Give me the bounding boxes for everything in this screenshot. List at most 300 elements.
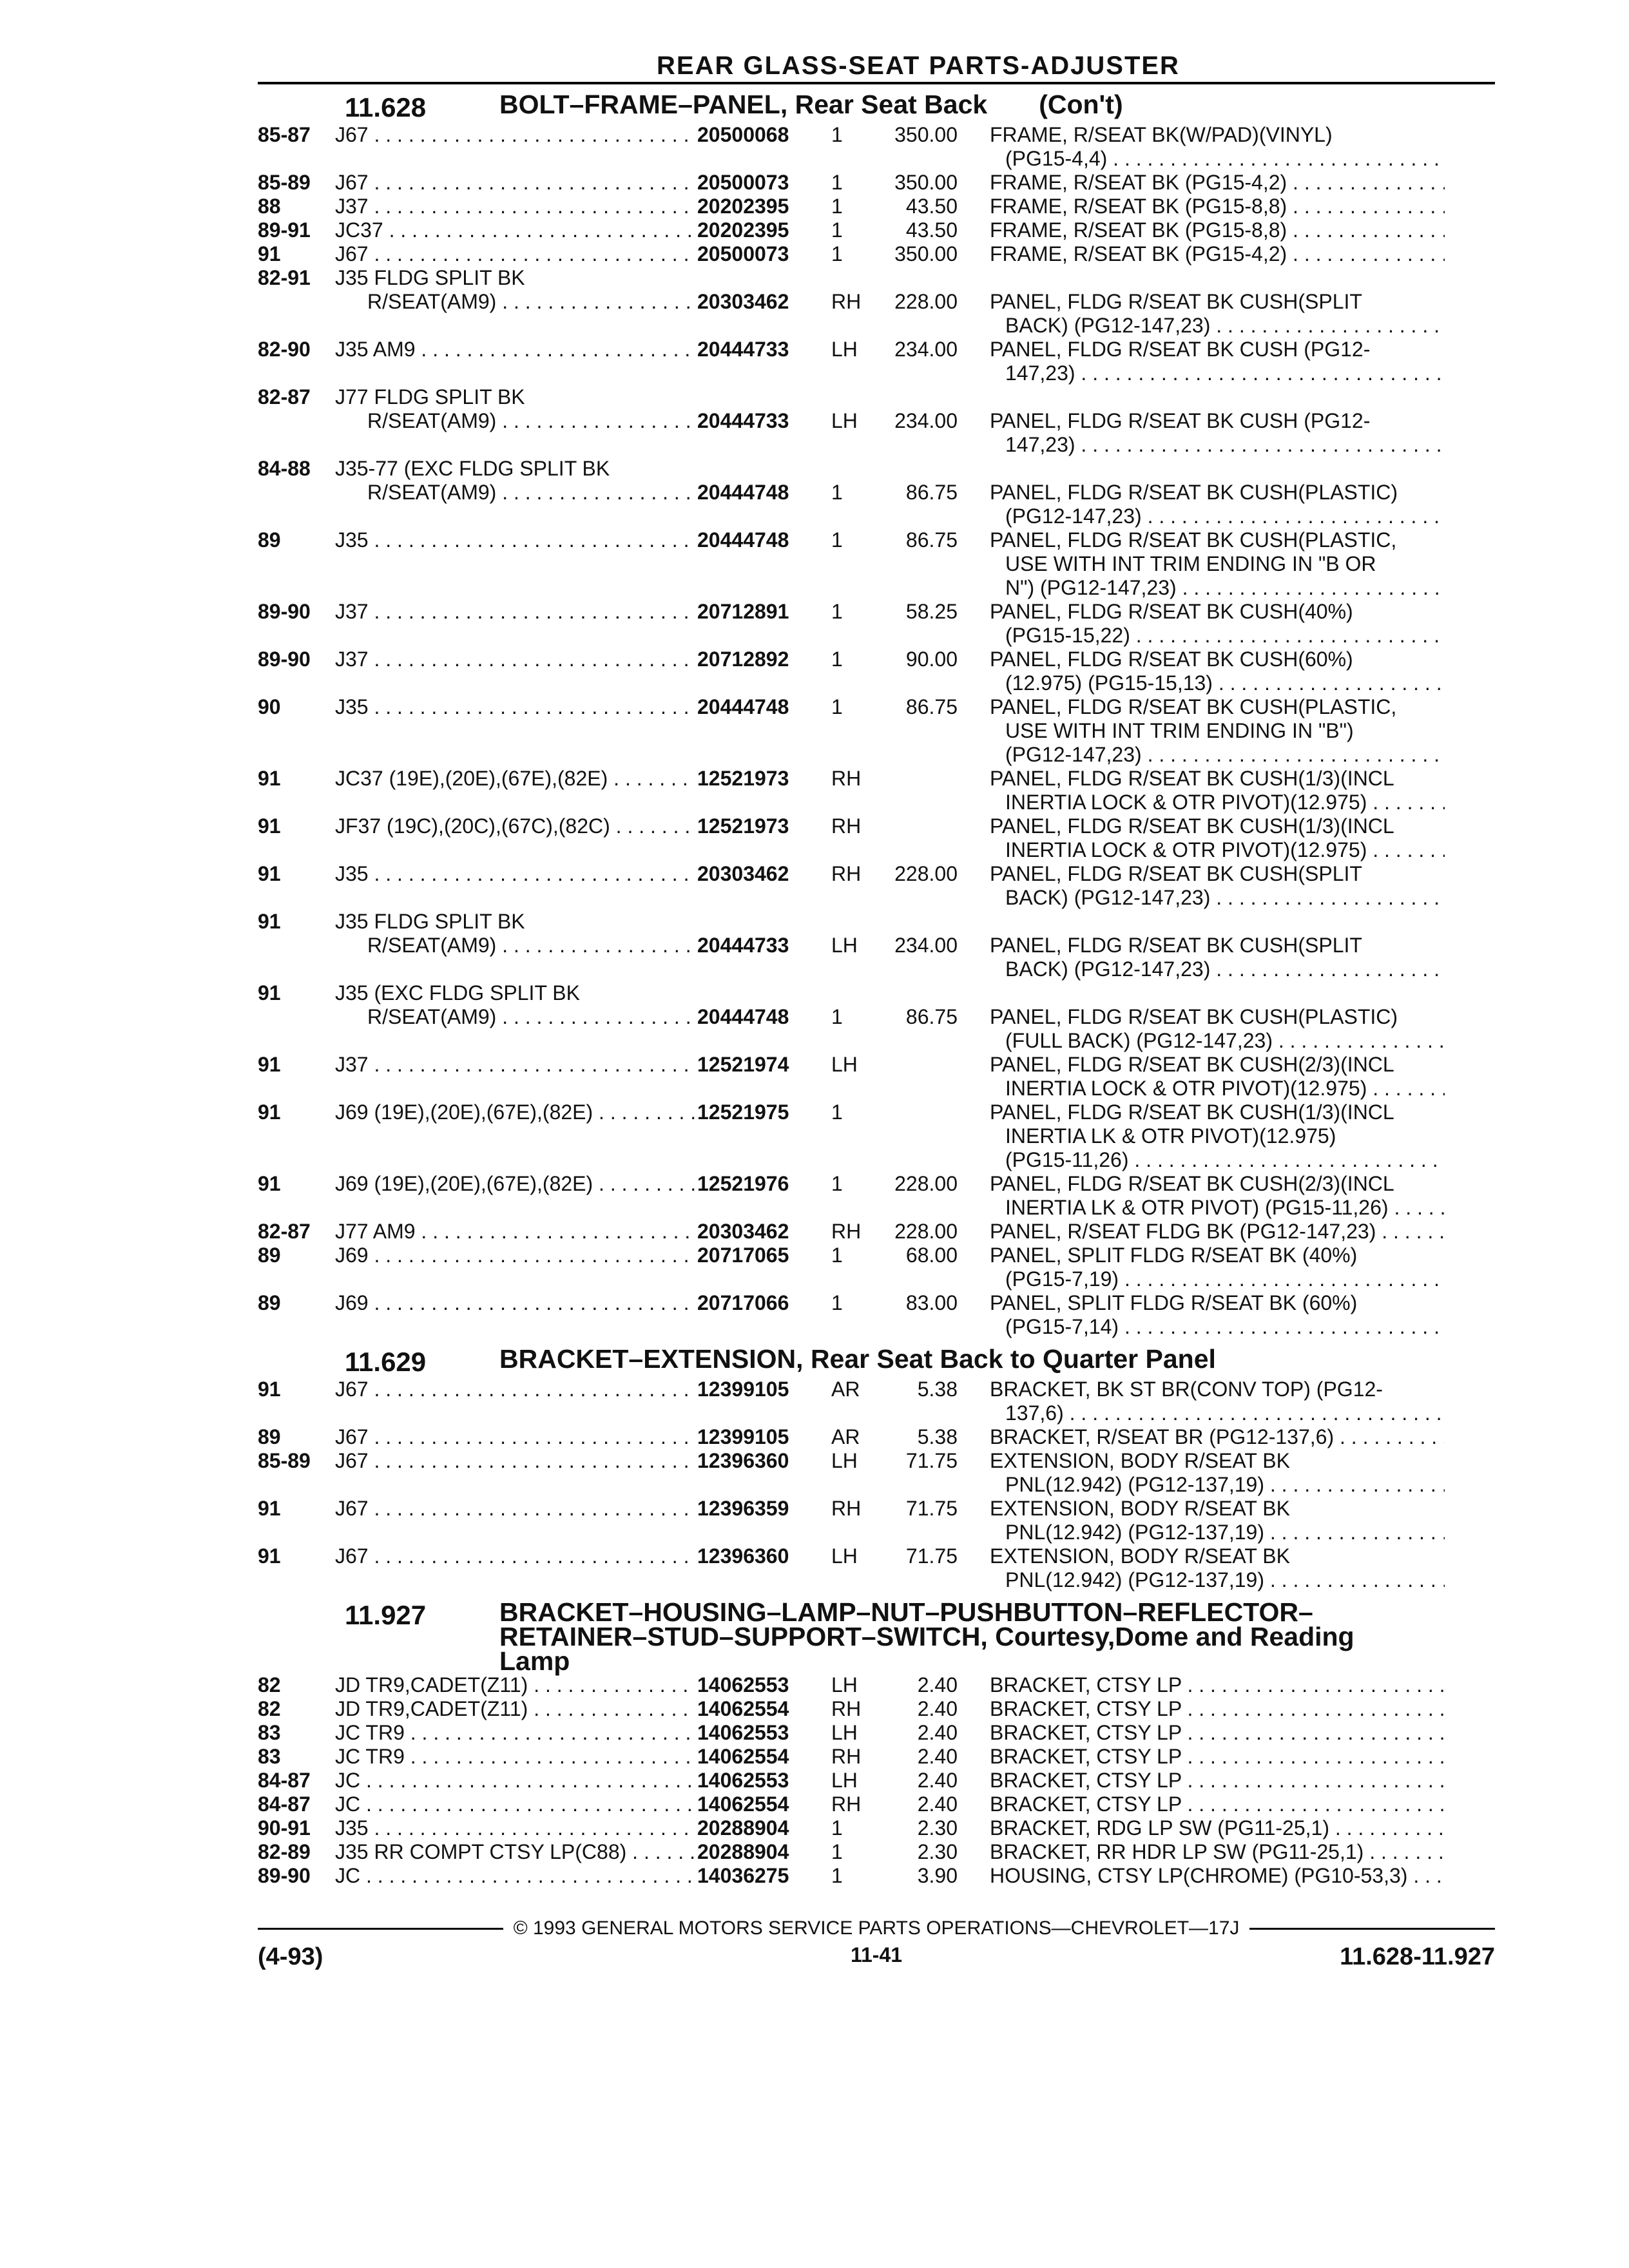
part-values <box>695 1864 1445 1888</box>
part-values <box>695 1840 1445 1864</box>
model-year: 91 <box>258 1544 281 1568</box>
part-row <box>258 1745 1495 1769</box>
part-description <box>958 409 1445 457</box>
price: 68.00 <box>905 1244 958 1267</box>
model-application <box>335 171 695 195</box>
price: 2.30 <box>917 1816 958 1840</box>
model-year: 91 <box>258 1100 281 1124</box>
part-description <box>958 1864 1445 1888</box>
part-description <box>958 338 1445 385</box>
part-values <box>695 600 1445 648</box>
part-description <box>958 1840 1445 1864</box>
part-row <box>258 600 1495 648</box>
part-row <box>258 1864 1495 1888</box>
quantity: AR <box>831 1425 860 1448</box>
price: 43.50 <box>905 218 958 242</box>
part-description <box>958 1244 1445 1291</box>
part-number: 20444748 <box>697 1005 789 1028</box>
description-line: PANEL, SPLIT FLDG R/SEAT BK (40%) <box>990 1244 1358 1267</box>
part-number: 20444733 <box>697 934 789 957</box>
model-year: 85-87 <box>258 123 311 146</box>
description-line: PANEL, SPLIT FLDG R/SEAT BK (60%) <box>990 1291 1358 1314</box>
model-application <box>335 528 695 600</box>
part-number: 12521976 <box>697 1172 789 1195</box>
part-values <box>695 1673 1445 1697</box>
model-line: J37 . . . <box>335 1053 695 1077</box>
quantity: LH <box>831 1053 858 1076</box>
model-line: R/SEAT(AM9) . . . <box>335 1005 695 1029</box>
part-number: 20202395 <box>697 218 789 242</box>
part-values <box>695 1244 1445 1291</box>
model-line: J35 . . . <box>335 695 695 719</box>
footer-copyright-line <box>258 1917 1495 1939</box>
model-year: 89 <box>258 528 281 552</box>
quantity: 1 <box>831 1864 843 1887</box>
model-year: 85-89 <box>258 171 311 194</box>
part-row <box>258 1721 1495 1745</box>
footer-rule-left <box>258 1928 503 1930</box>
quantity: 1 <box>831 481 843 504</box>
description-line: PANEL, FLDG R/SEAT BK CUSH(60%) <box>990 648 1353 671</box>
part-values <box>695 1100 1445 1172</box>
part-number: 12521974 <box>697 1053 789 1076</box>
part-number: 20303462 <box>697 1220 789 1243</box>
model-line: J69 . . . <box>335 1291 695 1315</box>
model-application <box>335 1792 695 1816</box>
part-description <box>958 123 1445 171</box>
part-values <box>695 1792 1445 1816</box>
description-line: (FULL BACK) (PG12-147,23) . . . <box>990 1029 1445 1053</box>
model-application <box>335 123 695 171</box>
group-number: 11.628 <box>345 92 427 122</box>
description-line: INERTIA LOCK & OTR PIVOT)(12.975) . . . <box>990 791 1445 814</box>
quantity: 1 <box>831 695 843 718</box>
part-number: 14062553 <box>697 1769 789 1792</box>
part-description <box>958 195 1445 218</box>
quantity: 1 <box>831 1100 843 1124</box>
price: 350.00 <box>894 242 958 265</box>
quantity: LH <box>831 1544 858 1568</box>
price: 71.75 <box>905 1449 958 1472</box>
model-line: J37 . . . <box>335 648 695 671</box>
footer-range: 11.628-11.927 <box>1340 1943 1495 1970</box>
quantity: LH <box>831 409 858 432</box>
description-line: 137,6) . . . <box>990 1401 1445 1425</box>
description-line: PANEL, FLDG R/SEAT BK CUSH(1/3)(INCL <box>990 1100 1394 1124</box>
quantity: 1 <box>831 1291 843 1314</box>
part-description <box>958 1425 1445 1449</box>
part-number: 12396360 <box>697 1449 789 1472</box>
part-description <box>958 481 1445 528</box>
model-year: 89-90 <box>258 648 311 671</box>
model-year: 82-89 <box>258 1840 311 1863</box>
group-title-text: BOLT–FRAME–PANEL, Rear Seat Back <box>499 90 988 119</box>
model-line: J77 FLDG SPLIT BK <box>335 385 525 408</box>
model-year: 84-87 <box>258 1769 311 1792</box>
price: 43.50 <box>905 195 958 218</box>
model-application <box>335 1721 695 1745</box>
part-number: 20202395 <box>697 195 789 218</box>
part-description <box>958 1053 1445 1100</box>
part-description <box>958 1172 1445 1220</box>
page-header-title: REAR GLASS-SEAT PARTS-ADJUSTER <box>258 52 1495 84</box>
model-line: J69 (19E),(20E),(67E),(82E) . . . <box>335 1172 695 1196</box>
part-row <box>258 862 1495 910</box>
part-number: 20712892 <box>697 648 789 671</box>
part-number: 20500073 <box>697 242 789 265</box>
description-line: (PG15-7,14) . . . <box>990 1315 1445 1339</box>
group-heading <box>345 1597 1495 1676</box>
description-line: (PG12-147,23) . . . <box>990 505 1445 528</box>
model-line: J35 FLDG SPLIT BK <box>335 266 525 289</box>
model-year: 82 <box>258 1697 281 1720</box>
part-number: 12396359 <box>697 1497 789 1520</box>
model-application <box>335 1544 695 1592</box>
quantity: LH <box>831 338 858 361</box>
model-application <box>335 981 695 1053</box>
part-row <box>258 1291 1495 1339</box>
quantity: 1 <box>831 218 843 242</box>
description-line: BRACKET, CTSY LP . . . <box>990 1697 1445 1721</box>
quantity: 1 <box>831 195 843 218</box>
price: 228.00 <box>894 290 958 313</box>
model-year: 91 <box>258 1497 281 1520</box>
part-description <box>958 1291 1445 1339</box>
part-values <box>695 1172 1445 1220</box>
part-row <box>258 266 1495 338</box>
model-year: 91 <box>258 242 281 265</box>
model-line: JF37 (19C),(20C),(67C),(82C) . . . <box>335 814 695 838</box>
model-line: J69 (19E),(20E),(67E),(82E) . . . <box>335 1100 695 1124</box>
description-line: PNL(12.942) (PG12-137,19) . . . <box>990 1473 1445 1497</box>
part-description <box>958 1220 1445 1244</box>
description-line: BRACKET, RDG LP SW (PG11-25,1) . . . <box>990 1816 1445 1840</box>
parts-groups <box>258 92 1495 1888</box>
price <box>874 767 958 814</box>
description-line: BRACKET, BK ST BR(CONV TOP) (PG12- <box>990 1378 1383 1401</box>
model-line: R/SEAT(AM9) . . . <box>335 409 695 433</box>
model-year: 89 <box>258 1425 281 1448</box>
model-application <box>335 1425 695 1449</box>
model-application <box>335 1497 695 1544</box>
group-title-line: RETAINER–STUD–SUPPORT–SWITCH, Courtesy,Dome and Reading <box>499 1622 1354 1651</box>
price: 5.38 <box>917 1425 958 1448</box>
model-line: J69 . . . <box>335 1244 695 1267</box>
footer-copyright: © 1993 GENERAL MOTORS SERVICE PARTS OPERATIONS—CHEVROLET—17J <box>513 1917 1240 1939</box>
model-line: JC . . . <box>335 1769 695 1792</box>
group-title-continued: (Con't) <box>1039 90 1123 119</box>
part-row <box>258 171 1495 195</box>
part-description <box>958 1100 1445 1172</box>
part-row <box>258 1053 1495 1100</box>
part-row <box>258 648 1495 695</box>
description-line: INERTIA LOCK & OTR PIVOT)(12.975) . . . <box>990 1077 1445 1100</box>
part-number: 12396360 <box>697 1544 789 1568</box>
model-application <box>335 1449 695 1497</box>
model-year: 82 <box>258 1673 281 1696</box>
description-line: PNL(12.942) (PG12-137,19) . . . <box>990 1568 1445 1592</box>
part-description <box>958 1544 1445 1592</box>
model-line: JC37 (19E),(20E),(67E),(82E) . . . <box>335 767 695 791</box>
part-row <box>258 1497 1495 1544</box>
part-description <box>958 1721 1445 1745</box>
model-line: J37 . . . <box>335 195 695 218</box>
part-number: 20717066 <box>697 1291 789 1314</box>
model-year: 89-90 <box>258 600 311 623</box>
quantity: LH <box>831 934 858 957</box>
model-line: JD TR9,CADET(Z11) . . . <box>335 1697 695 1721</box>
description-line: PANEL, FLDG R/SEAT BK CUSH(SPLIT <box>990 934 1362 957</box>
quantity: 1 <box>831 1816 843 1840</box>
part-description <box>958 1449 1445 1497</box>
part-values <box>695 1497 1445 1544</box>
model-application <box>335 218 695 242</box>
quantity: RH <box>831 290 862 313</box>
part-description <box>958 934 1445 981</box>
description-line: (12.975) (PG15-15,13) . . . <box>990 671 1445 695</box>
description-line: (PG15-15,22) . . . <box>990 624 1445 648</box>
description-line: PANEL, FLDG R/SEAT BK CUSH(1/3)(INCL <box>990 767 1394 790</box>
description-line: BRACKET, R/SEAT BR (PG12-137,6) . . . <box>990 1425 1445 1449</box>
model-application <box>335 767 695 814</box>
model-line: J67 . . . <box>335 171 695 195</box>
model-application <box>335 1244 695 1291</box>
model-application <box>335 1100 695 1172</box>
part-description <box>958 1697 1445 1721</box>
model-year: 89-91 <box>258 218 311 242</box>
part-number: 20444748 <box>697 528 789 552</box>
model-year: 82-87 <box>258 1220 311 1243</box>
price: 3.90 <box>917 1864 958 1887</box>
model-application <box>335 1220 695 1244</box>
part-description <box>958 814 1445 862</box>
part-values <box>695 171 1445 195</box>
description-line: BACK) (PG12-147,23) . . . <box>990 314 1445 338</box>
price: 2.40 <box>917 1697 958 1720</box>
quantity: 1 <box>831 242 843 265</box>
part-number: 12399105 <box>697 1425 789 1448</box>
part-description <box>958 1005 1445 1053</box>
model-year: 89 <box>258 1244 281 1267</box>
model-application <box>335 648 695 695</box>
quantity: RH <box>831 862 862 885</box>
part-values <box>695 934 1445 981</box>
model-year: 91 <box>258 862 281 885</box>
part-description <box>958 242 1445 266</box>
description-line: BACK) (PG12-147,23) . . . <box>990 886 1445 910</box>
price: 2.30 <box>917 1840 958 1863</box>
model-line: J77 AM9 . . . <box>335 1220 695 1244</box>
part-number: 14036275 <box>697 1864 789 1887</box>
part-description <box>958 1745 1445 1769</box>
quantity: RH <box>831 1220 862 1243</box>
part-description <box>958 862 1445 910</box>
description-line: BRACKET, CTSY LP . . . <box>990 1745 1445 1769</box>
model-line: R/SEAT(AM9) . . . <box>335 934 695 957</box>
quantity: 1 <box>831 1172 843 1195</box>
part-description <box>958 1769 1445 1792</box>
part-values <box>695 481 1445 528</box>
group-title <box>499 1344 1495 1374</box>
model-year: 83 <box>258 1721 281 1744</box>
part-values <box>695 123 1445 171</box>
quantity: RH <box>831 1745 862 1768</box>
footer-rule-right <box>1249 1928 1495 1930</box>
description-line: PANEL, FLDG R/SEAT BK CUSH (PG12- <box>990 338 1371 361</box>
description-line: PANEL, FLDG R/SEAT BK CUSH(SPLIT <box>990 862 1362 885</box>
part-number: 20717065 <box>697 1244 789 1267</box>
model-line: R/SEAT(AM9) . . . <box>335 481 695 505</box>
part-number: 20288904 <box>697 1840 789 1863</box>
description-line: N") (PG12-147,23) . . . <box>990 576 1445 600</box>
part-number: 20288904 <box>697 1816 789 1840</box>
model-year: 91 <box>258 767 281 790</box>
part-number: 20444733 <box>697 338 789 361</box>
model-year: 91 <box>258 1378 281 1401</box>
part-values <box>695 1378 1445 1425</box>
model-application <box>335 600 695 648</box>
part-row <box>258 1816 1495 1840</box>
description-line: BRACKET, CTSY LP . . . <box>990 1721 1445 1745</box>
part-row <box>258 695 1495 767</box>
model-line: J67 . . . <box>335 123 695 147</box>
part-description <box>958 290 1445 338</box>
price: 71.75 <box>905 1497 958 1520</box>
part-number: 12521973 <box>697 814 789 838</box>
part-description <box>958 1792 1445 1816</box>
model-line: J35 . . . <box>335 862 695 886</box>
description-line: PANEL, FLDG R/SEAT BK CUSH(PLASTIC, <box>990 528 1397 552</box>
price <box>874 1053 958 1100</box>
part-row <box>258 1220 1495 1244</box>
description-line: INERTIA LK & OTR PIVOT)(12.975) <box>1005 1124 1336 1148</box>
model-application <box>335 195 695 218</box>
description-line: (PG15-4,4) . . . <box>990 147 1445 171</box>
price: 2.40 <box>917 1673 958 1696</box>
description-line: FRAME, R/SEAT BK (PG15-8,8) . . . <box>990 195 1445 218</box>
part-number: 12521975 <box>697 1100 789 1124</box>
part-description <box>958 218 1445 242</box>
price: 234.00 <box>894 338 958 361</box>
description-line: FRAME, R/SEAT BK(W/PAD)(VINYL) <box>990 123 1333 146</box>
model-line: J35 AM9 . . . <box>335 338 695 361</box>
model-year: 82-87 <box>258 385 311 408</box>
model-year: 89 <box>258 1291 281 1314</box>
part-number: 14062554 <box>697 1745 789 1768</box>
price <box>874 814 958 862</box>
part-row <box>258 195 1495 218</box>
model-line: J35 . . . <box>335 528 695 552</box>
part-values <box>695 1769 1445 1792</box>
model-application <box>335 266 695 338</box>
model-application <box>335 1053 695 1100</box>
model-year: 90 <box>258 695 281 718</box>
price: 234.00 <box>894 934 958 957</box>
part-row <box>258 1769 1495 1792</box>
description-line: EXTENSION, BODY R/SEAT BK <box>990 1449 1290 1472</box>
model-application <box>335 1816 695 1840</box>
description-line: USE WITH INT TRIM ENDING IN "B") <box>1005 719 1354 742</box>
quantity: 1 <box>831 1005 843 1028</box>
part-number: 14062554 <box>697 1697 789 1720</box>
model-application <box>335 457 695 528</box>
part-values <box>695 1425 1445 1449</box>
part-number: 14062553 <box>697 1673 789 1696</box>
part-values <box>695 648 1445 695</box>
part-number: 12399105 <box>697 1378 789 1401</box>
part-number: 14062553 <box>697 1721 789 1744</box>
description-line: FRAME, R/SEAT BK (PG15-4,2) . . . <box>990 171 1445 195</box>
description-line: PANEL, FLDG R/SEAT BK CUSH(40%) <box>990 600 1353 623</box>
part-row <box>258 385 1495 457</box>
price: 90.00 <box>905 648 958 671</box>
price: 234.00 <box>894 409 958 432</box>
price: 71.75 <box>905 1544 958 1568</box>
part-values <box>695 528 1445 600</box>
part-number: 12521973 <box>697 767 789 790</box>
part-row <box>258 1378 1495 1425</box>
part-values <box>695 1544 1445 1592</box>
description-line: PNL(12.942) (PG12-137,19) . . . <box>990 1521 1445 1544</box>
model-line: J35 FLDG SPLIT BK <box>335 910 525 933</box>
description-line: EXTENSION, BODY R/SEAT BK <box>990 1544 1290 1568</box>
description-line: FRAME, R/SEAT BK (PG15-8,8) . . . <box>990 218 1445 242</box>
description-line: 147,23) . . . <box>990 433 1445 457</box>
model-application <box>335 385 695 457</box>
model-line: J67 . . . <box>335 1544 695 1568</box>
model-year: 91 <box>258 910 281 933</box>
group-heading <box>345 92 1495 123</box>
model-application <box>335 695 695 767</box>
model-line: JC . . . <box>335 1792 695 1816</box>
part-number: 20712891 <box>697 600 789 623</box>
quantity: 1 <box>831 1840 843 1863</box>
part-row <box>258 242 1495 266</box>
part-description <box>958 1378 1445 1425</box>
part-values <box>695 338 1445 385</box>
description-line: HOUSING, CTSY LP(CHROME) (PG10-53,3) . . . <box>990 1864 1445 1888</box>
quantity: RH <box>831 1792 862 1816</box>
part-row <box>258 457 1495 528</box>
model-application <box>335 814 695 862</box>
quantity: 1 <box>831 1244 843 1267</box>
quantity: RH <box>831 1497 862 1520</box>
part-row <box>258 1244 1495 1291</box>
model-year: 84-88 <box>258 457 311 480</box>
part-row <box>258 814 1495 862</box>
part-number: 14062554 <box>697 1792 789 1816</box>
part-row <box>258 981 1495 1053</box>
description-line: BRACKET, CTSY LP . . . <box>990 1769 1445 1792</box>
price: 350.00 <box>894 171 958 194</box>
part-row <box>258 218 1495 242</box>
description-line: BRACKET, CTSY LP . . . <box>990 1673 1445 1697</box>
model-application <box>335 1291 695 1339</box>
model-year: 91 <box>258 1172 281 1195</box>
model-line: J67 . . . <box>335 1425 695 1449</box>
part-values <box>695 242 1445 266</box>
price: 228.00 <box>894 1172 958 1195</box>
part-row <box>258 338 1495 385</box>
quantity: RH <box>831 767 862 790</box>
description-line: PANEL, FLDG R/SEAT BK CUSH (PG12- <box>990 409 1371 432</box>
description-line: PANEL, FLDG R/SEAT BK CUSH(2/3)(INCL <box>990 1172 1394 1195</box>
description-line: INERTIA LOCK & OTR PIVOT)(12.975) . . . <box>990 838 1445 862</box>
model-line: JC TR9 . . . <box>335 1721 695 1745</box>
model-line: J67 . . . <box>335 1449 695 1473</box>
model-line: JC . . . <box>335 1864 695 1888</box>
quantity: 1 <box>831 171 843 194</box>
